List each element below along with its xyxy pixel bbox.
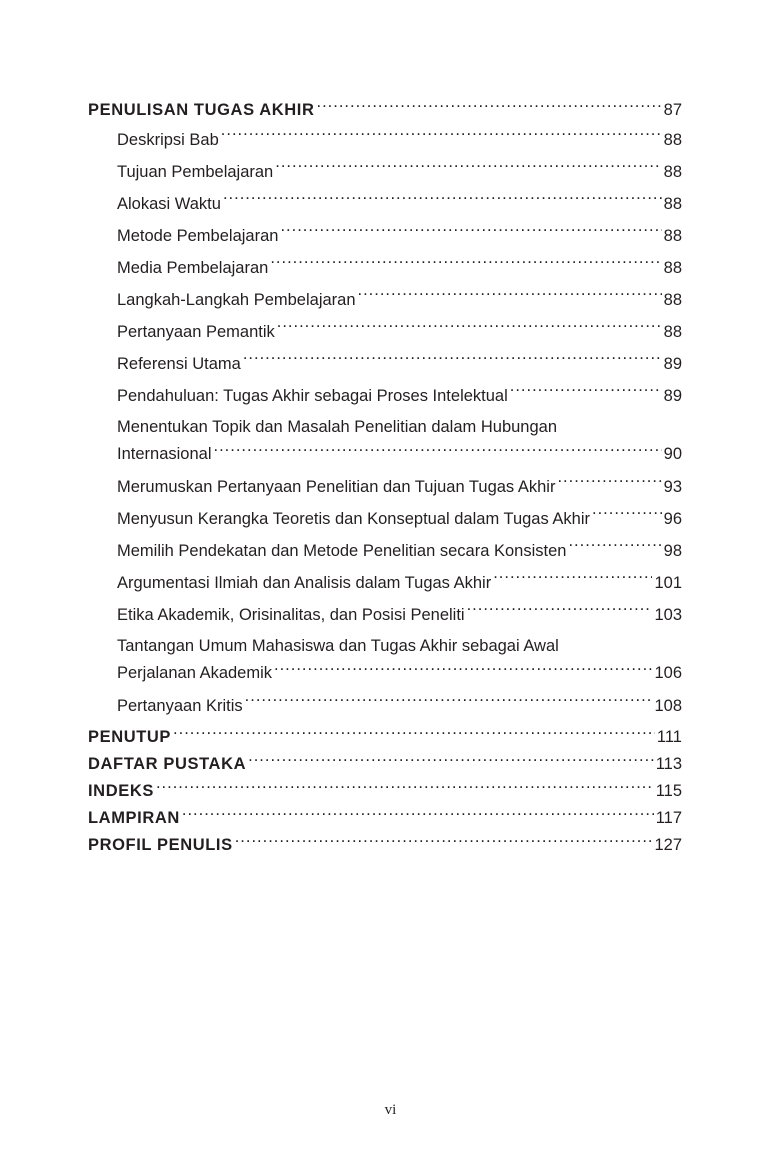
- toc-subentry-title-line1: Tantangan Umum Mahasiswa dan Tugas Akhir sebagai Awal: [117, 637, 559, 655]
- toc-subentry[interactable]: [88, 124, 682, 156]
- dot-leader: [156, 780, 654, 797]
- toc-subentry[interactable]: [88, 188, 682, 220]
- dot-leader: [557, 476, 661, 493]
- toc-subentry-page: 98: [663, 542, 682, 560]
- toc-entry-profil-penulis[interactable]: [88, 832, 682, 859]
- toc-entry-page: 87: [663, 101, 682, 119]
- toc-entry-title: INDEKS: [88, 782, 154, 800]
- toc-subentry-page: 88: [663, 131, 682, 149]
- toc-subentry-page: 88: [663, 227, 682, 245]
- toc-subentry-page: 106: [654, 664, 682, 682]
- toc-subentry-title: Argumentasi Ilmiah dan Analisis dalam Tugas Akhir: [117, 574, 492, 592]
- dot-leader: [223, 193, 662, 210]
- toc-subentry-line2: [117, 660, 682, 687]
- toc-subentry-page: 89: [663, 355, 682, 373]
- toc-subentry[interactable]: [88, 316, 682, 348]
- toc-entry-page: 113: [655, 755, 682, 773]
- toc-subentry-title: Langkah-Langkah Pembelajaran: [117, 291, 356, 309]
- toc-subentry[interactable]: [88, 284, 682, 316]
- table-of-contents: [88, 97, 682, 859]
- toc-subentry[interactable]: [88, 380, 682, 412]
- toc-subentry-title: Pertanyaan Kritis: [117, 697, 243, 715]
- toc-subentry-page: 108: [654, 697, 682, 715]
- dot-leader: [235, 834, 653, 851]
- toc-subentry-page: 90: [663, 445, 682, 463]
- dot-leader: [510, 385, 662, 402]
- toc-subentry-title-line2: Internasional: [117, 445, 212, 463]
- dot-leader: [317, 99, 662, 116]
- toc-subentry-title: Pendahuluan: Tugas Akhir sebagai Proses Intelektual: [117, 387, 508, 405]
- toc-subentry-title: Tujuan Pembelajaran: [117, 163, 274, 181]
- toc-entry-lampiran[interactable]: [88, 805, 682, 832]
- toc-subentry-title: Merumuskan Pertanyaan Penelitian dan Tujuan Tugas Akhir: [117, 478, 556, 496]
- dot-leader: [280, 225, 661, 242]
- toc-subentry-title: Pertanyaan Pemantik: [117, 323, 275, 341]
- dot-leader: [493, 572, 652, 589]
- toc-subentry-page: 103: [654, 606, 682, 624]
- toc-subentry-page: 96: [663, 510, 682, 528]
- toc-subentry[interactable]: [88, 690, 682, 722]
- toc-subentry[interactable]: [88, 252, 682, 284]
- dot-leader: [467, 604, 653, 621]
- toc-subentry[interactable]: [88, 535, 682, 567]
- dot-leader: [182, 807, 654, 824]
- dot-leader: [173, 726, 655, 743]
- toc-subentry-title: Deskripsi Bab: [117, 131, 219, 149]
- dot-leader: [243, 353, 662, 370]
- page-number-folio: vi: [384, 1102, 397, 1118]
- toc-subentry[interactable]: [88, 220, 682, 252]
- toc-entry-title: PROFIL PENULIS: [88, 836, 233, 854]
- toc-entry-title: PENUTUP: [88, 728, 172, 746]
- toc-entry-page: 117: [655, 809, 682, 827]
- toc-entry-title: PENULISAN TUGAS AKHIR: [88, 101, 315, 119]
- toc-entry-penutup[interactable]: [88, 724, 682, 751]
- toc-subentry[interactable]: [88, 567, 682, 599]
- toc-subentry[interactable]: [88, 503, 682, 535]
- toc-entry-page: 115: [655, 782, 682, 800]
- dot-leader: [213, 443, 661, 460]
- toc-subentry[interactable]: [88, 412, 682, 471]
- toc-entry-page: 111: [656, 728, 682, 746]
- toc-entry-page: 127: [654, 836, 682, 854]
- toc-subentry-title-line2: Perjalanan Akademik: [117, 664, 273, 682]
- dot-leader: [221, 129, 662, 146]
- toc-entry-penulisan-tugas-akhir[interactable]: [88, 97, 682, 124]
- toc-subentry-page: 88: [663, 163, 682, 181]
- toc-subentry-page: 88: [663, 195, 682, 213]
- dot-leader: [248, 753, 654, 770]
- toc-subentry-title: Metode Pembelajaran: [117, 227, 279, 245]
- toc-subentry-title-line1: Menentukan Topik dan Masalah Penelitian dalam Hubungan: [117, 418, 557, 436]
- toc-subentry-title: Referensi Utama: [117, 355, 241, 373]
- dot-leader: [592, 508, 662, 525]
- toc-subentry-title: Etika Akademik, Orisinalitas, dan Posisi Peneliti: [117, 606, 465, 624]
- toc-subentry-title: Memilih Pendekatan dan Metode Penelitian secara Konsisten: [117, 542, 567, 560]
- dot-leader: [568, 540, 661, 557]
- dot-leader: [274, 662, 652, 679]
- toc-subentry[interactable]: [88, 348, 682, 380]
- toc-entry-title: LAMPIRAN: [88, 809, 180, 827]
- toc-subentry[interactable]: [88, 631, 682, 690]
- toc-subentry-page: 88: [663, 291, 682, 309]
- toc-subentry-page: 93: [663, 478, 682, 496]
- toc-subentry-page: 101: [654, 574, 682, 592]
- toc-entry-title: DAFTAR PUSTAKA: [88, 755, 247, 773]
- toc-subentry-page: 88: [663, 323, 682, 341]
- toc-subentry-page: 89: [663, 387, 682, 405]
- toc-subentry[interactable]: [88, 471, 682, 503]
- toc-subentry[interactable]: [88, 156, 682, 188]
- dot-leader: [358, 289, 662, 306]
- dot-leader: [245, 695, 653, 712]
- toc-subentry-title: Menyusun Kerangka Teoretis dan Konseptual dalam Tugas Akhir: [117, 510, 590, 528]
- dot-leader: [275, 161, 661, 178]
- toc-subentry-title: Alokasi Waktu: [117, 195, 221, 213]
- dot-leader: [277, 321, 662, 338]
- toc-subentry[interactable]: [88, 599, 682, 631]
- dot-leader: [270, 257, 661, 274]
- toc-entry-daftar-pustaka[interactable]: [88, 751, 682, 778]
- toc-subentry-page: 88: [663, 259, 682, 277]
- toc-subentry-title: Media Pembelajaran: [117, 259, 269, 277]
- toc-subentry-line2: [117, 441, 682, 468]
- toc-entry-indeks[interactable]: [88, 778, 682, 805]
